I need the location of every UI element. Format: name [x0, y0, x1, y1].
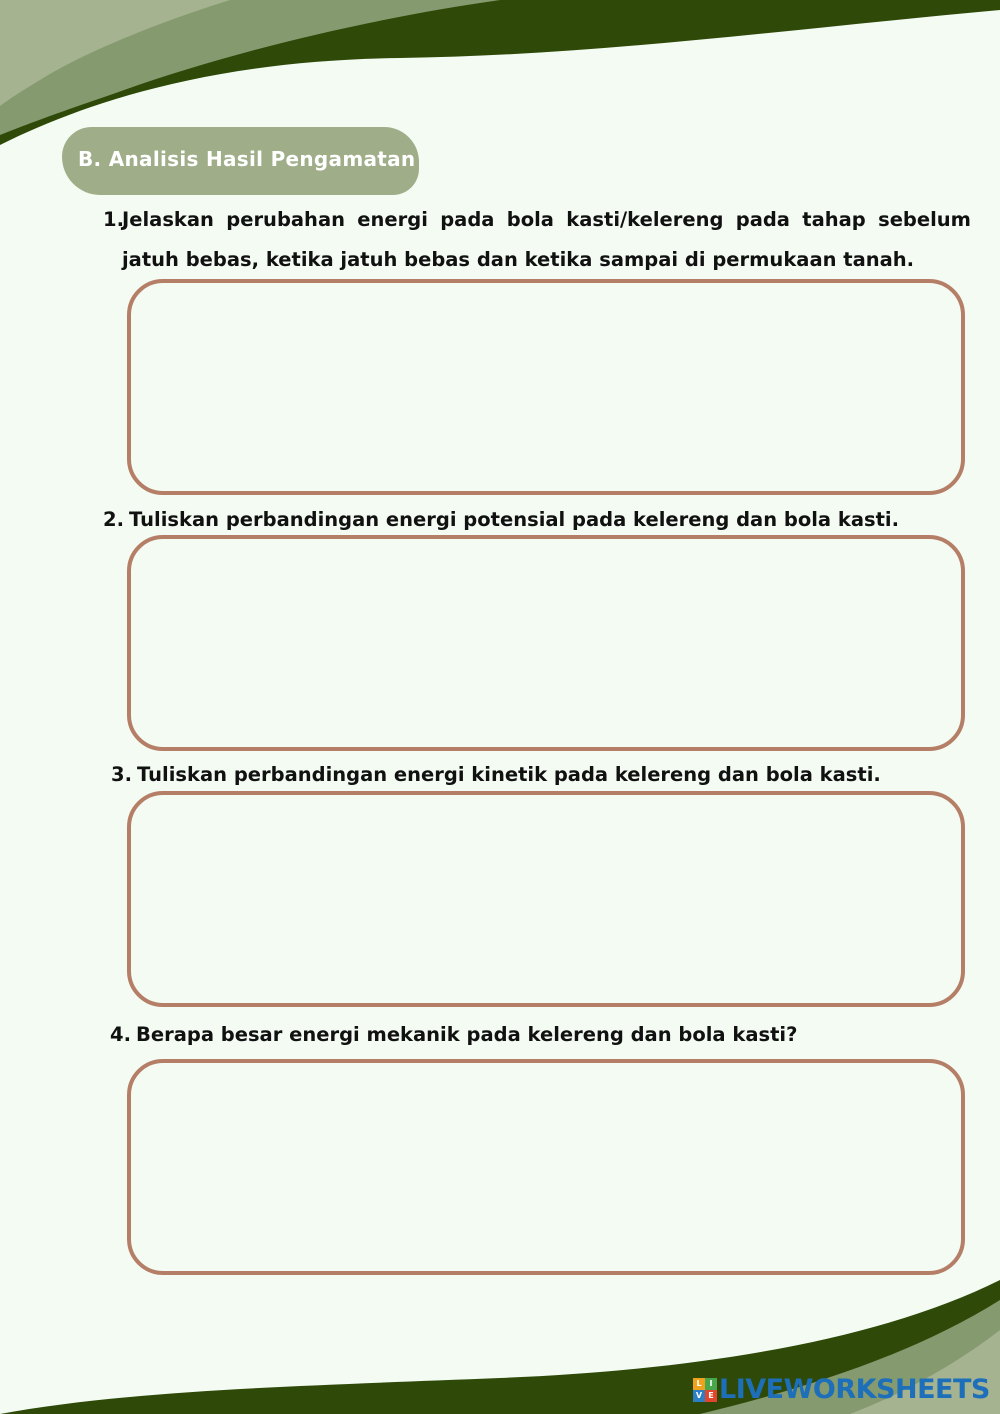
- question-1-text: Jelaskan perubahan energi pada bola kasti/kelereng pada tahap sebelum jatuh bebas, ketika jatuh bebas dan ketika sampai di permukaan tanah.: [122, 208, 971, 271]
- logo-letter-i: I: [705, 1378, 717, 1390]
- question-4-text: Berapa besar energi mekanik pada kelereng dan bola kasti?: [136, 1023, 798, 1046]
- logo-letter-e: E: [705, 1390, 717, 1402]
- question-3: [111, 761, 981, 789]
- answer-box-4[interactable]: [127, 1059, 965, 1275]
- logo-letter-v: V: [693, 1390, 705, 1402]
- liveworksheets-logo-icon: [693, 1378, 717, 1402]
- question-2-text: Tuliskan perbandingan energi potensial pada kelereng dan bola kasti.: [129, 508, 900, 531]
- section-title-label: B. Analisis Hasil Pengamatan: [62, 127, 419, 195]
- answer-box-2[interactable]: [127, 535, 965, 751]
- question-4-number: 4.: [110, 1023, 131, 1046]
- brand-name: LIVEWORKSHEETS: [719, 1374, 990, 1405]
- question-3-text: Tuliskan perbandingan energi kinetik pada kelereng dan bola kasti.: [137, 763, 881, 786]
- question-1: [103, 200, 971, 280]
- question-2: [103, 506, 983, 534]
- question-1-number: 1.: [103, 208, 124, 231]
- liveworksheets-brand: [693, 1375, 990, 1405]
- question-3-number: 3.: [111, 763, 132, 786]
- answer-box-1[interactable]: [127, 279, 965, 495]
- question-4: [110, 1021, 980, 1049]
- answer-box-3[interactable]: [127, 791, 965, 1007]
- question-2-number: 2.: [103, 508, 124, 531]
- logo-letter-l: L: [693, 1378, 705, 1390]
